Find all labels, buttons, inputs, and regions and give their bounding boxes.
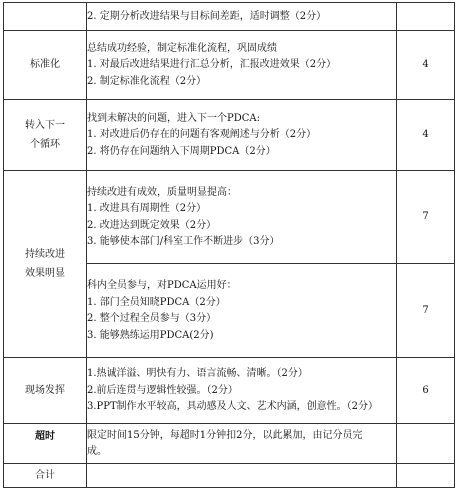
criteria-cell xyxy=(87,100,397,171)
criteria-line: 持续改进有成效，质量明显提高： xyxy=(87,186,237,198)
score-cell xyxy=(397,464,455,488)
score-cell: 4 xyxy=(397,100,455,171)
criteria-line: 3.PPT制作水平较高，具动感及人文、艺术内涵，创意性。（2分） xyxy=(87,401,379,413)
category-cell xyxy=(4,464,87,488)
criteria-line: 2.前后连贯与逻辑性较强。（2分） xyxy=(87,384,238,396)
category-label: 标准化 xyxy=(30,59,60,71)
scoring-table xyxy=(3,2,455,488)
table-row xyxy=(4,3,455,31)
criteria-line: 1.热诚洋溢、明快有力、语言流畅、清晰。（2分） xyxy=(87,368,308,380)
category-cell-empty xyxy=(4,3,87,31)
table-row xyxy=(4,424,455,464)
score-cell: 7 xyxy=(397,264,455,358)
criteria-line: 2. 改进达到既定效果（2分） xyxy=(87,219,217,231)
criteria-line: 2. 整个过程全员参与（3分） xyxy=(87,313,217,324)
category-label: 现场发挥 xyxy=(25,384,65,396)
category-label: 转入下一 xyxy=(25,119,65,131)
table-row xyxy=(4,171,455,264)
category-cell xyxy=(4,31,87,100)
criteria-cell-empty xyxy=(87,464,397,488)
criteria-line: 限定时间15分钟，每超时1分钟扣2分，以此累加，由记分员完 xyxy=(87,429,363,441)
table-row xyxy=(4,31,455,100)
category-label: 个循环 xyxy=(30,139,60,150)
score-cell: 6 xyxy=(397,358,455,424)
table-row xyxy=(4,358,455,424)
criteria-cell xyxy=(87,3,397,31)
criteria-cell xyxy=(87,358,397,424)
category-cell xyxy=(4,171,87,358)
category-label: 超时 xyxy=(35,431,55,442)
score-cell: 7 xyxy=(397,171,455,264)
table-row xyxy=(4,100,455,171)
criteria-line: 总结成功经验，制定标准化流程，巩固成绩 xyxy=(87,42,277,54)
criteria-cell xyxy=(87,264,397,358)
criteria-line: 成。 xyxy=(87,446,107,457)
score-cell xyxy=(397,424,455,464)
criteria-line: 1. 改进具有周期性（2分） xyxy=(87,203,207,214)
score-cell-empty xyxy=(397,3,455,31)
criteria-cell xyxy=(87,424,397,464)
category-label: 持续改进 xyxy=(25,248,65,260)
criteria-line: 3. 能够熟练运用PDCA(2分) xyxy=(87,329,214,341)
criteria-line: 1. 对改进后仍存在的问题有客观阐述与分析（2分） xyxy=(87,129,317,141)
criteria-line: 1. 部门全员知晓PDCA（2分） xyxy=(87,296,226,308)
criteria-cell xyxy=(87,171,397,264)
criteria-line: 2. 制定标准化流程（2分） xyxy=(87,75,207,87)
criteria-line: 1. 对最后改进结果进行汇总分析，汇报改进效果（2分） xyxy=(87,59,337,71)
table-row xyxy=(4,464,455,488)
score-cell: 4 xyxy=(397,31,455,100)
category-label: 合计 xyxy=(35,469,55,481)
criteria-cell xyxy=(87,31,397,100)
criteria-line: 找到未解决的问题，进入下一个PDCA: xyxy=(87,112,260,124)
category-cell xyxy=(4,100,87,171)
criteria-line: 2. 将仍存在问题纳入下周期PDCA（2分） xyxy=(87,145,276,157)
criteria-line: 3. 能够使本部门/科室工作不断进步（3分） xyxy=(87,236,280,247)
criteria-line: 科内全员参与，对PDCA运用好： xyxy=(87,280,237,291)
category-label: 效果明显 xyxy=(25,268,65,279)
category-cell xyxy=(4,424,87,464)
category-cell xyxy=(4,358,87,424)
criteria-line: 2. 定期分析改进结果与目标间差距，适时调整（2分） xyxy=(87,10,327,22)
